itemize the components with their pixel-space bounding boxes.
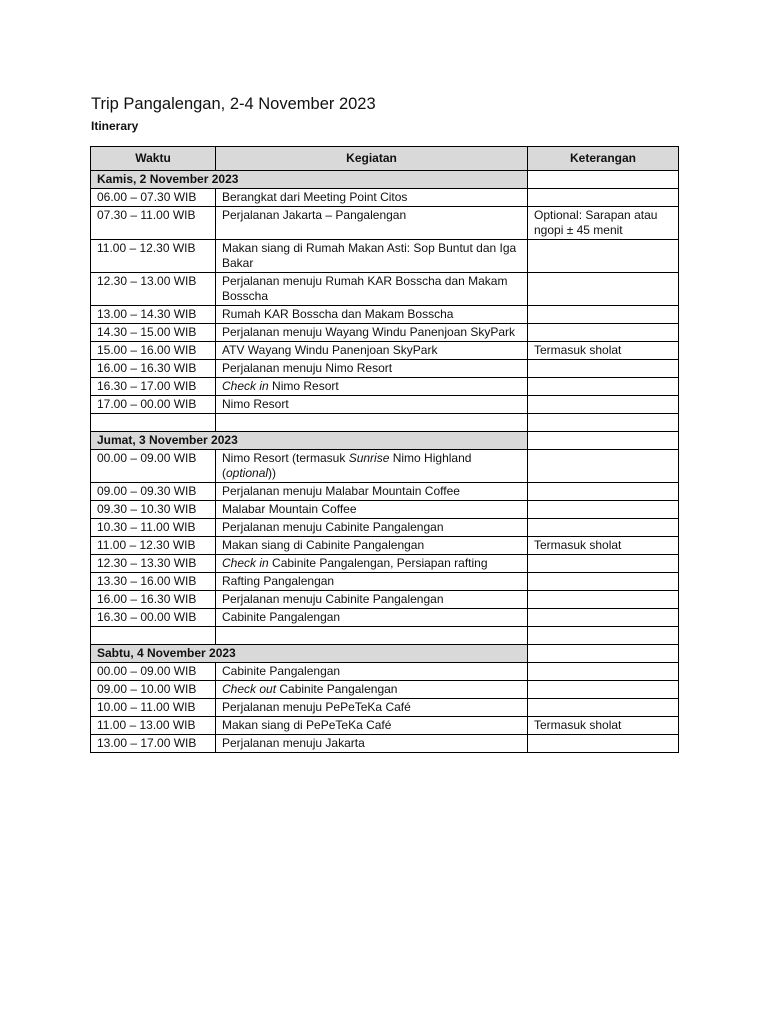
activity-cell bbox=[216, 396, 528, 414]
table-row bbox=[91, 207, 679, 240]
time-cell: 13.00 – 17.00 WIB bbox=[91, 735, 216, 753]
activity-text: Cabinite Pangalengan bbox=[222, 664, 341, 678]
activity-cell bbox=[216, 189, 528, 207]
day-label: Jumat, 3 November 2023 bbox=[91, 432, 528, 450]
activity-cell bbox=[216, 207, 528, 240]
time-cell: 10.00 – 11.00 WIB bbox=[91, 699, 216, 717]
day-header-row bbox=[91, 432, 679, 450]
activity-text: Cabinite Pangalengan bbox=[276, 682, 398, 696]
empty-cell bbox=[528, 627, 679, 645]
day-header-empty-cell bbox=[528, 432, 679, 450]
header-row bbox=[91, 147, 679, 171]
time-cell: 11.00 – 13.00 WIB bbox=[91, 717, 216, 735]
note-cell bbox=[528, 273, 679, 306]
activity-text: Cabinite Pangalengan, Persiapan rafting bbox=[268, 556, 488, 570]
table-row bbox=[91, 450, 679, 483]
time-cell: 06.00 – 07.30 WIB bbox=[91, 189, 216, 207]
activity-text: Rumah KAR Bosscha dan Makam Bosscha bbox=[222, 307, 454, 321]
note-cell bbox=[528, 573, 679, 591]
activity-text: Nimo Resort bbox=[222, 397, 289, 411]
time-cell: 00.00 – 09.00 WIB bbox=[91, 663, 216, 681]
activity-cell bbox=[216, 378, 528, 396]
activity-text: Nimo Resort (termasuk bbox=[222, 451, 349, 465]
note-cell bbox=[528, 483, 679, 501]
day-header-row bbox=[91, 171, 679, 189]
table-row bbox=[91, 342, 679, 360]
activity-cell bbox=[216, 483, 528, 501]
activity-text: Malabar Mountain Coffee bbox=[222, 502, 357, 516]
activity-cell bbox=[216, 591, 528, 609]
activity-text-italic: optional bbox=[226, 466, 269, 480]
time-cell: 13.30 – 16.00 WIB bbox=[91, 573, 216, 591]
table-row bbox=[91, 555, 679, 573]
note-cell bbox=[528, 306, 679, 324]
day-header-empty-cell bbox=[528, 645, 679, 663]
time-cell: 16.30 – 17.00 WIB bbox=[91, 378, 216, 396]
table-row bbox=[91, 396, 679, 414]
activity-cell bbox=[216, 537, 528, 555]
table-row bbox=[91, 324, 679, 342]
day-header-row bbox=[91, 645, 679, 663]
activity-text-italic: Sunrise bbox=[348, 451, 390, 465]
note-cell: Termasuk sholat bbox=[528, 717, 679, 735]
note-cell bbox=[528, 396, 679, 414]
activity-text: Perjalanan menuju Wayang Windu Panenjoan SkyPark bbox=[222, 325, 516, 339]
activity-text-italic: Check in bbox=[222, 556, 269, 570]
table-row bbox=[91, 681, 679, 699]
note-cell bbox=[528, 519, 679, 537]
activity-text: Perjalanan menuju Nimo Resort bbox=[222, 361, 393, 375]
note-cell bbox=[528, 699, 679, 717]
note-cell bbox=[528, 735, 679, 753]
header-keterangan: Keterangan bbox=[528, 147, 679, 171]
table-row bbox=[91, 735, 679, 753]
note-cell bbox=[528, 555, 679, 573]
time-cell: 14.30 – 15.00 WIB bbox=[91, 324, 216, 342]
time-cell: 16.30 – 00.00 WIB bbox=[91, 609, 216, 627]
time-cell: 17.00 – 00.00 WIB bbox=[91, 396, 216, 414]
day-header-empty-cell bbox=[528, 171, 679, 189]
activity-cell bbox=[216, 273, 528, 306]
table-row bbox=[91, 240, 679, 273]
note-cell bbox=[528, 663, 679, 681]
activity-text: Cabinite Pangalengan bbox=[222, 610, 341, 624]
table-row bbox=[91, 306, 679, 324]
note-cell bbox=[528, 609, 679, 627]
note-cell bbox=[528, 591, 679, 609]
note-cell bbox=[528, 240, 679, 273]
document-title: Trip Pangalengan, 2-4 November 2023 bbox=[91, 95, 376, 113]
activity-text: Perjalanan menuju PePeTeKa Café bbox=[222, 700, 411, 714]
note-cell bbox=[528, 189, 679, 207]
time-cell: 12.30 – 13.00 WIB bbox=[91, 273, 216, 306]
empty-cell bbox=[91, 627, 216, 645]
time-cell: 09.30 – 10.30 WIB bbox=[91, 501, 216, 519]
note-cell bbox=[528, 324, 679, 342]
note-cell bbox=[528, 681, 679, 699]
note-cell: Termasuk sholat bbox=[528, 537, 679, 555]
time-cell: 09.00 – 10.00 WIB bbox=[91, 681, 216, 699]
note-cell bbox=[528, 360, 679, 378]
activity-cell bbox=[216, 555, 528, 573]
activity-text: Berangkat dari Meeting Point Citos bbox=[222, 190, 408, 204]
activity-cell bbox=[216, 519, 528, 537]
activity-cell bbox=[216, 306, 528, 324]
table-row bbox=[91, 609, 679, 627]
activity-text: Perjalanan menuju Rumah KAR Bosscha dan Makam Bosscha bbox=[222, 274, 508, 303]
table-row bbox=[91, 273, 679, 306]
table-row bbox=[91, 717, 679, 735]
time-cell: 12.30 – 13.30 WIB bbox=[91, 555, 216, 573]
activity-cell bbox=[216, 573, 528, 591]
time-cell: 16.00 – 16.30 WIB bbox=[91, 591, 216, 609]
spacer-row bbox=[91, 627, 679, 645]
activity-cell bbox=[216, 717, 528, 735]
activity-cell bbox=[216, 360, 528, 378]
table-row bbox=[91, 519, 679, 537]
table-row bbox=[91, 189, 679, 207]
header-kegiatan: Kegiatan bbox=[216, 147, 528, 171]
note-cell: Termasuk sholat bbox=[528, 342, 679, 360]
time-cell: 07.30 – 11.00 WIB bbox=[91, 207, 216, 240]
activity-cell bbox=[216, 450, 528, 483]
table-row bbox=[91, 699, 679, 717]
itinerary-table bbox=[90, 146, 679, 753]
table-header bbox=[91, 147, 679, 171]
empty-cell bbox=[91, 414, 216, 432]
activity-cell bbox=[216, 699, 528, 717]
time-cell: 13.00 – 14.30 WIB bbox=[91, 306, 216, 324]
table-row bbox=[91, 591, 679, 609]
activity-text: Perjalanan Jakarta – Pangalengan bbox=[222, 208, 407, 222]
activity-text-italic: Check in bbox=[222, 379, 269, 393]
activity-cell bbox=[216, 735, 528, 753]
table-row bbox=[91, 501, 679, 519]
table-row bbox=[91, 573, 679, 591]
activity-text: Makan siang di PePeTeKa Café bbox=[222, 718, 392, 732]
header-waktu: Waktu bbox=[91, 147, 216, 171]
note-cell bbox=[528, 450, 679, 483]
activity-text: ATV Wayang Windu Panenjoan SkyPark bbox=[222, 343, 438, 357]
activity-text: Nimo Highland ( bbox=[222, 451, 472, 480]
note-cell: Optional: Sarapan atau ngopi ± 45 menit bbox=[528, 207, 679, 240]
table-row bbox=[91, 483, 679, 501]
activity-cell bbox=[216, 240, 528, 273]
empty-cell bbox=[216, 627, 528, 645]
day-label: Sabtu, 4 November 2023 bbox=[91, 645, 528, 663]
activity-text: Perjalanan menuju Jakarta bbox=[222, 736, 365, 750]
activity-text: Makan siang di Rumah Makan Asti: Sop Buntut dan Iga Bakar bbox=[222, 241, 517, 270]
activity-text: )) bbox=[268, 466, 277, 480]
activity-text: Perjalanan menuju Malabar Mountain Coffee bbox=[222, 484, 460, 498]
spacer-row bbox=[91, 414, 679, 432]
activity-text: Makan siang di Cabinite Pangalengan bbox=[222, 538, 425, 552]
note-cell bbox=[528, 501, 679, 519]
time-cell: 11.00 – 12.30 WIB bbox=[91, 537, 216, 555]
activity-cell bbox=[216, 609, 528, 627]
time-cell: 11.00 – 12.30 WIB bbox=[91, 240, 216, 273]
table-body bbox=[91, 171, 679, 753]
activity-cell bbox=[216, 324, 528, 342]
empty-cell bbox=[216, 414, 528, 432]
activity-text-italic: Check out bbox=[222, 682, 277, 696]
day-label: Kamis, 2 November 2023 bbox=[91, 171, 528, 189]
time-cell: 00.00 – 09.00 WIB bbox=[91, 450, 216, 483]
empty-cell bbox=[528, 414, 679, 432]
activity-text: Nimo Resort bbox=[268, 379, 339, 393]
time-cell: 09.00 – 09.30 WIB bbox=[91, 483, 216, 501]
activity-text: Perjalanan menuju Cabinite Pangalengan bbox=[222, 592, 444, 606]
time-cell: 16.00 – 16.30 WIB bbox=[91, 360, 216, 378]
note-cell bbox=[528, 378, 679, 396]
table-row bbox=[91, 360, 679, 378]
time-cell: 15.00 – 16.00 WIB bbox=[91, 342, 216, 360]
activity-cell bbox=[216, 501, 528, 519]
activity-cell bbox=[216, 342, 528, 360]
table-row bbox=[91, 378, 679, 396]
table-row bbox=[91, 537, 679, 555]
activity-text: Rafting Pangalengan bbox=[222, 574, 335, 588]
table-row bbox=[91, 663, 679, 681]
activity-cell bbox=[216, 681, 528, 699]
activity-text: Perjalanan menuju Cabinite Pangalengan bbox=[222, 520, 444, 534]
document-subtitle: Itinerary bbox=[91, 119, 139, 133]
activity-cell bbox=[216, 663, 528, 681]
time-cell: 10.30 – 11.00 WIB bbox=[91, 519, 216, 537]
